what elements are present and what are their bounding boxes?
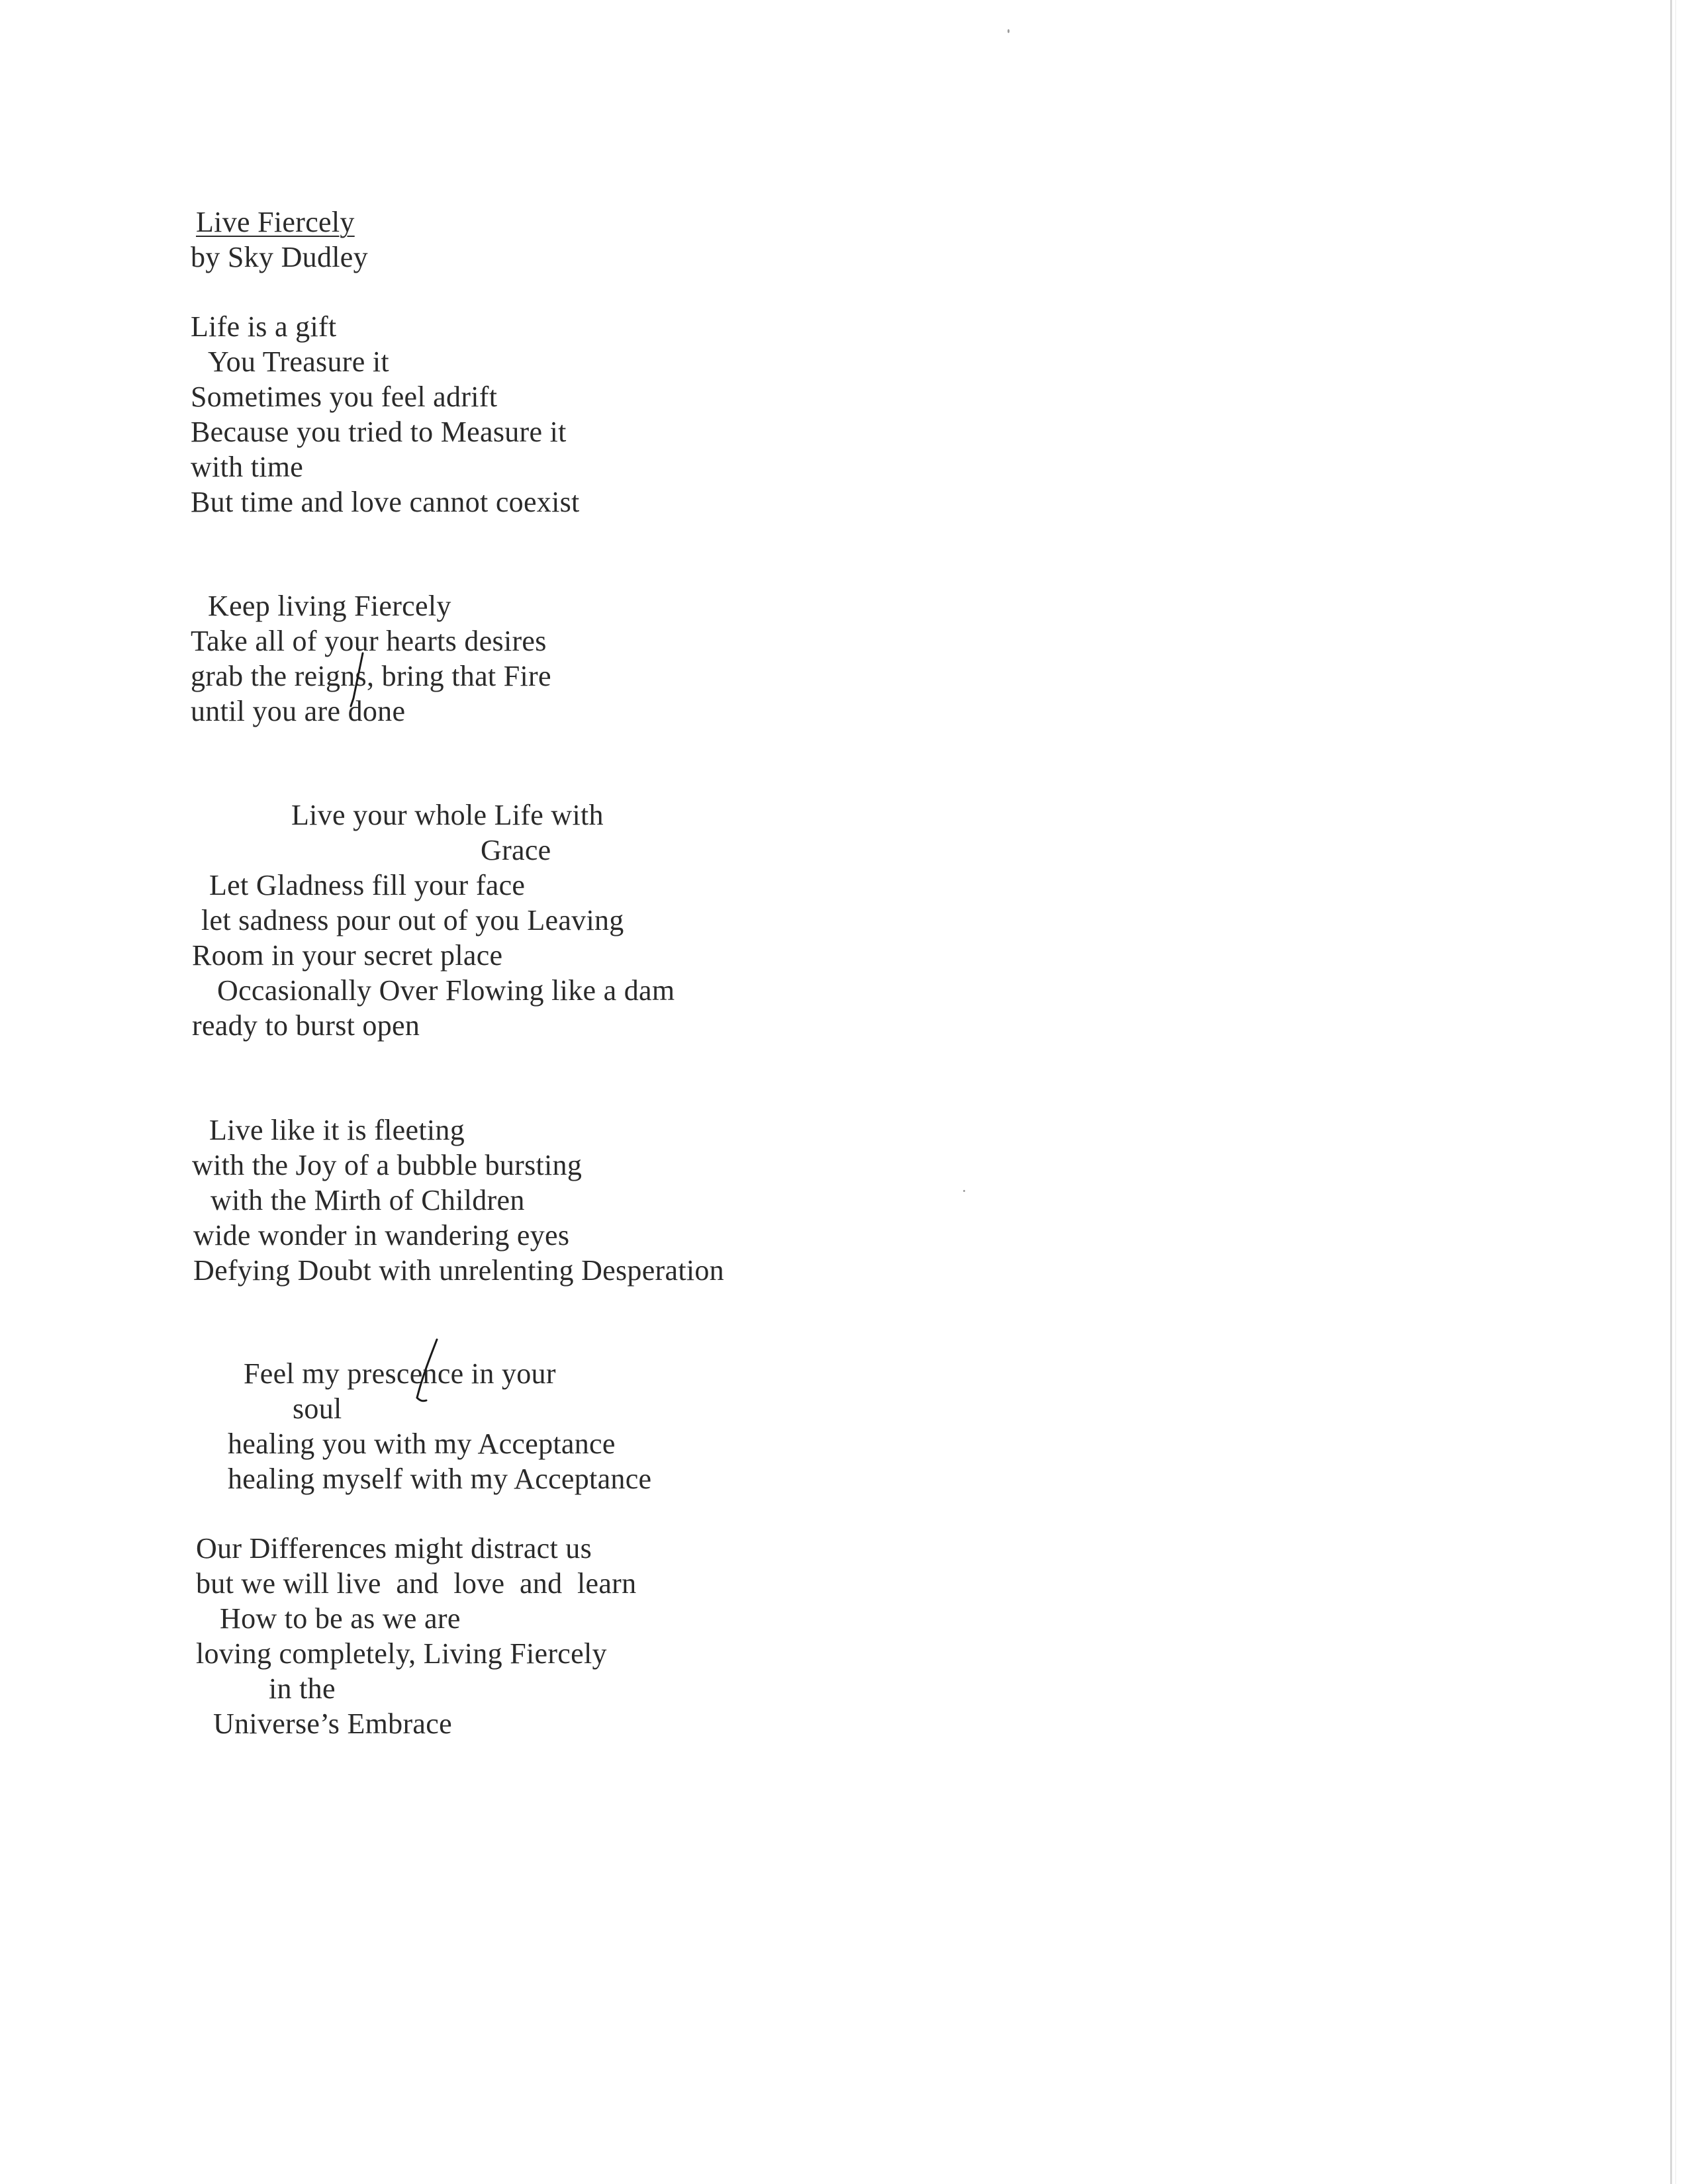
poem-line: Live like it is fleeting <box>209 1114 465 1146</box>
poem-line: Room in your secret place <box>192 939 503 972</box>
poem-line: Grace <box>481 834 551 866</box>
poem-line: How to be as we are <box>220 1602 461 1635</box>
poem-line: Universe’s Embrace <box>213 1707 452 1740</box>
poem-line: with the Joy of a bubble bursting <box>192 1149 583 1181</box>
poem-line: Take all of your hearts desires <box>191 625 547 657</box>
poem-line: until you are done <box>191 695 406 727</box>
poem-title: Live Fiercely <box>196 206 355 238</box>
handwritten-correction-mark <box>404 1337 444 1410</box>
poem-line: You Treasure it <box>208 345 389 378</box>
poem-line: Because you tried to Measure it <box>191 416 567 448</box>
poem-line: Let Gladness fill your face <box>209 869 526 901</box>
poem-line: Live your whole Life with <box>291 799 604 831</box>
poem-line: healing myself with my Acceptance <box>228 1463 652 1495</box>
poem-line: Life is a gift <box>191 310 337 343</box>
scan-speck <box>1008 29 1009 33</box>
scan-speck <box>963 1190 965 1192</box>
poem-line: Feel my prescence in your <box>244 1357 556 1390</box>
scanner-edge-shadow <box>1675 0 1676 2184</box>
poem-line: But time and love cannot coexist <box>191 486 580 518</box>
poem-line: ready to burst open <box>192 1009 420 1042</box>
poem-line: soul <box>293 1392 342 1425</box>
handwritten-correction-mark <box>344 652 371 711</box>
poem-line: loving completely, Living Fiercely <box>196 1637 607 1670</box>
poem-line: healing you with my Acceptance <box>228 1428 616 1460</box>
poem-line: grab the reigns, bring that Fire <box>191 660 551 692</box>
poem-line: Keep living Fiercely <box>208 590 451 622</box>
poem-line: with the Mirth of Children <box>211 1184 525 1216</box>
poem-line: in the <box>269 1672 336 1705</box>
poem-line: Sometimes you feel adrift <box>191 381 498 413</box>
poem-line: wide wonder in wandering eyes <box>193 1219 570 1251</box>
poem-line: Occasionally Over Flowing like a dam <box>217 974 675 1007</box>
poem-author: by Sky Dudley <box>191 241 368 273</box>
poem-line: let sadness pour out of you Leaving <box>201 904 624 936</box>
poem-line: with time <box>191 451 304 483</box>
poem-line: Our Differences might distract us <box>196 1532 592 1565</box>
poem-line: but we will live and love and learn <box>196 1567 637 1600</box>
scanner-edge <box>1670 0 1672 2184</box>
poem-line: Defying Doubt with unrelenting Desperation <box>193 1254 724 1287</box>
